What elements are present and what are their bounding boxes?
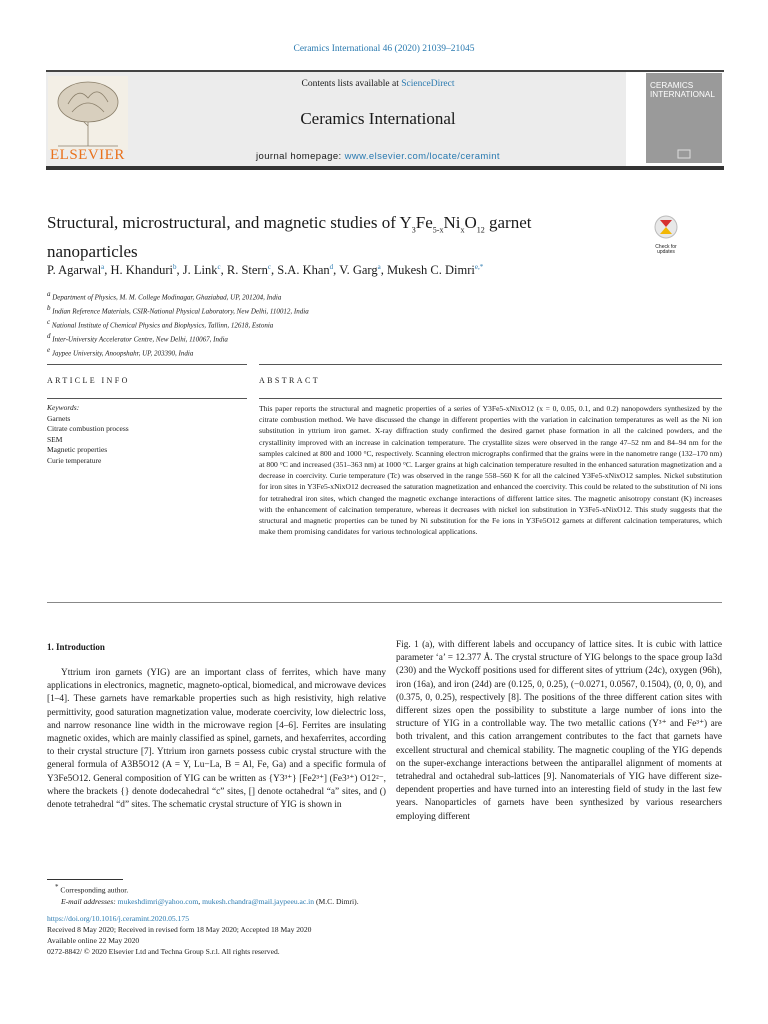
author: H. Khanduri xyxy=(110,263,174,278)
journal-reference-link[interactable]: Ceramics International 46 (2020) 21039–21045 xyxy=(293,44,475,54)
affiliation: $^d$ Inter-University Accelerator Centre, New Delhi, 110067, India xyxy=(47,331,228,344)
email-link[interactable]: mukesh.chandra@mail.jaypeeu.ac.in xyxy=(202,896,315,906)
journal-cover-thumbnail[interactable] xyxy=(646,73,722,163)
author: J. Link xyxy=(182,263,218,278)
body-column-left xyxy=(47,667,386,812)
check-for-updates-button[interactable] xyxy=(650,214,682,255)
elsevier-wordmark: ELSEVIER xyxy=(50,147,125,163)
divider xyxy=(259,398,722,399)
keyword: SEM xyxy=(47,434,63,444)
divider xyxy=(47,602,722,603)
keyword: Citrate combustion process xyxy=(47,424,129,434)
author: S.A. Khan xyxy=(277,263,330,278)
copyright: 0272-8842/ © 2020 Elsevier Ltd and Techna Group S.r.l. All rights reserved. xyxy=(47,947,280,956)
crossmark-icon xyxy=(650,214,682,240)
homepage-link[interactable]: www.elsevier.com/locate/ceramint xyxy=(344,151,500,162)
author: Mukesh C. Dimri xyxy=(386,263,475,278)
body-column-right xyxy=(396,639,722,824)
paragraph: Fig. 1 (a), with different labels and occupancy of lattice sites. It is cubic with lattice parameter ‘a’ = 12.377 Å. The crystal structure of YIG belongs to the space group Ia3d (230) and the Wyckoff positions used for different sites of yttrium (24c), oxygen (96h), iron (16a), and iron (24d) are (0.125, 0, 0.25), (−0.0271, 0.0567, 0.1504), (0, 0, 0), and (0.375, 0, 0.25), respectively [8]. The positions of the three different cation sites with different sizes open the possibility to substitute a large number of ions into the structure of YIG in a controllable way. The two metallic cations (Y³⁺ and Fe³⁺) are both trivalent, and this cation arrangement contributes to the fact that garnets have excellent structural and chemical stability. The magnetic coupling of the YIG depends on the super-exchange interactions between the antiparallel alignment of moments at tetrahedral and octahedral sub-lattices [9]. Nanomaterials of YIG have different size-dependent properties and have turned into an interesting field of study in the last few years. Nanoparticles of garnets have been synthesized by various researchers employing different xyxy=(396,640,722,822)
keyword: Curie temperature xyxy=(47,455,102,465)
journal-title: Ceramics International xyxy=(300,109,456,128)
keyword: Garnets xyxy=(47,413,71,423)
keywords-label: Keywords: xyxy=(47,403,80,412)
cover-title: CERAMICS INTERNATIONAL xyxy=(650,81,715,99)
homepage-prefix: journal homepage: xyxy=(256,151,345,162)
sciencedirect-link[interactable]: ScienceDirect xyxy=(401,79,455,89)
paragraph: Yttrium iron garnets (YIG) are an important class of ferrites, which have many applications in electronics, magnetic, magneto-optical, biomedical, and microwave devices [1–4]. These garnets have remarkable properties such as high resistivity, high relative permittivity, good saturation magnetization value, moderate coercivity, low dielectric loss, and narrow resonance line width in the microwave region [4–6]. Ferrites are insulating magnetic oxides, which are mainly classified as spinel, garnets, and hexaferrites, according to their crystal structure [7]. Yttrium iron garnets possess cubic crystal structure with the general formula of A3B5O12 (A = Y, Lu−La, B = Al, Fe, Ga) and a specific formula of Y3Fe5O12. General composition of YIG can be written as {Y3³⁺} [Fe2³⁺] (Fe3³⁺) O12²⁻, where the brackets {} denote dodecahedral “c” sites, [] denote octahedral “a” sites, and () denote tetrahedral “d” sites. The schematic crystal structure of YIG is shown in xyxy=(47,668,386,811)
received-dates: Received 8 May 2020; Received in revised form 18 May 2020; Accepted 18 May 2020 xyxy=(47,925,312,934)
keywords-block xyxy=(47,403,247,467)
email-link[interactable]: mukeshdimri@yahoo.com xyxy=(117,896,199,906)
author-list: P. Agarwal$^a$, H. Khanduri$^b$, J. Link$^c$, R. Stern$^c$, S.A. Khan$^d$, V. Garg$^a$, Mukesh C. Dimri$^{e,*}$ xyxy=(47,263,484,278)
author: V. Garg xyxy=(339,263,378,278)
divider xyxy=(47,364,247,365)
abstract-heading: ABSTRACT xyxy=(259,376,320,385)
header-top-rule xyxy=(46,70,724,72)
affiliation: $^b$ Indian Reference Materials, CSIR-National Physical Laboratory, New Delhi, 110012, India xyxy=(47,303,309,316)
affiliation: $^a$ Department of Physics, M. M. College Modinagar, Ghaziabad, UP, 201204, India xyxy=(47,290,282,302)
contents-line xyxy=(130,79,626,89)
contents-prefix: Contents lists available at xyxy=(301,79,402,89)
footnote-rule xyxy=(47,879,123,880)
affiliations xyxy=(47,289,687,359)
author: R. Stern xyxy=(226,263,268,278)
affiliation: $^e$ Jaypee University, Anoopshahr, UP, 203390, India xyxy=(47,345,194,358)
keyword: Magnetic properties xyxy=(47,445,108,455)
abstract-text: This paper reports the structural and magnetic properties of a series of Y3Fe5-xNixO12 (x = 0, 0.05, 0.1, and 0.2) nanopowders synthesized by the citrate combustion method. We have discussed the change in different properties with the variation in calcination temperatures as well as the Ni ion substitution in yttrium iron garnet. X-ray diffraction study confirmed the desired garnet phase formation in all the calcined powders, and the crystallinity improved with an increase in calcination temperature. The crystallite sizes were observed in the range 47–52 nm and 84–94 nm for the samples calcined at 800 and 1000 °C, respectively. Scanning electron micrographs confirmed that the grains were in the nanometre range (132–170 nm) at 800 °C and increased (351–363 nm) at 1000 °C. Larger grains at high calcination temperature resulted in the enhanced saturation magnetization and a decrease in coercivity. Curie temperature (Tc) was observed in the range 558–560 K for all the calcined Y3Fe5-xNixO12 samples. Nickel substitution for iron sites in Y3Fe5-xNixO12 decreased the saturation magnetization and enhanced the coercivity. This could be related to the substitution of Ni ions for tetrahedral iron sites, which changed the magnetic exchange interactions of different lattice sites. The magnetic anisotropy constant (K) increases with the enhancement of calcination temperature, whereas it decreases with nickel ion substitution in Y3Fe5-xNixO12. This study suggests that the structural and magnetic properties can be tuned by Ni substitution for the Fe ions in Y3Fe5O12 garnets at different calcination temperatures, which make them promising candidates for various technological applications. xyxy=(259,404,722,537)
affiliation: $^c$ National Institute of Chemical Physics and Biophysics, Tallinn, 12618, Estonia xyxy=(47,317,274,330)
elsevier-logo xyxy=(48,76,128,166)
header-bottom-rule xyxy=(46,166,724,170)
cover-emblem-icon xyxy=(676,149,692,159)
publication-info xyxy=(47,913,727,957)
section-heading: 1. Introduction xyxy=(47,642,105,652)
elsevier-tree-icon xyxy=(48,76,128,150)
divider xyxy=(47,398,247,399)
available-online: Available online 22 May 2020 xyxy=(47,936,140,945)
divider xyxy=(259,364,722,365)
crossmark-label: Check for updates xyxy=(655,244,677,255)
author: P. Agarwal xyxy=(47,263,102,278)
article-title: Structural, microstructural, and magnetic studies of $Y_3Fe_{5-x}Ni_xO_{12}$ garnet nanoparticles xyxy=(47,213,532,262)
article-info-heading: ARTICLE INFO xyxy=(47,376,130,385)
email-note: E-mail addresses: mukeshdimri@yahoo.com, mukesh.chandra@mail.jaypeeu.ac.in (M.C. Dimri). xyxy=(61,896,359,906)
corresponding-author-note: * Corresponding author. xyxy=(55,883,129,895)
doi-link[interactable]: https://doi.org/10.1016/j.ceramint.2020.05.175 xyxy=(47,914,190,923)
homepage-line xyxy=(130,151,626,162)
footnotes xyxy=(47,882,727,907)
